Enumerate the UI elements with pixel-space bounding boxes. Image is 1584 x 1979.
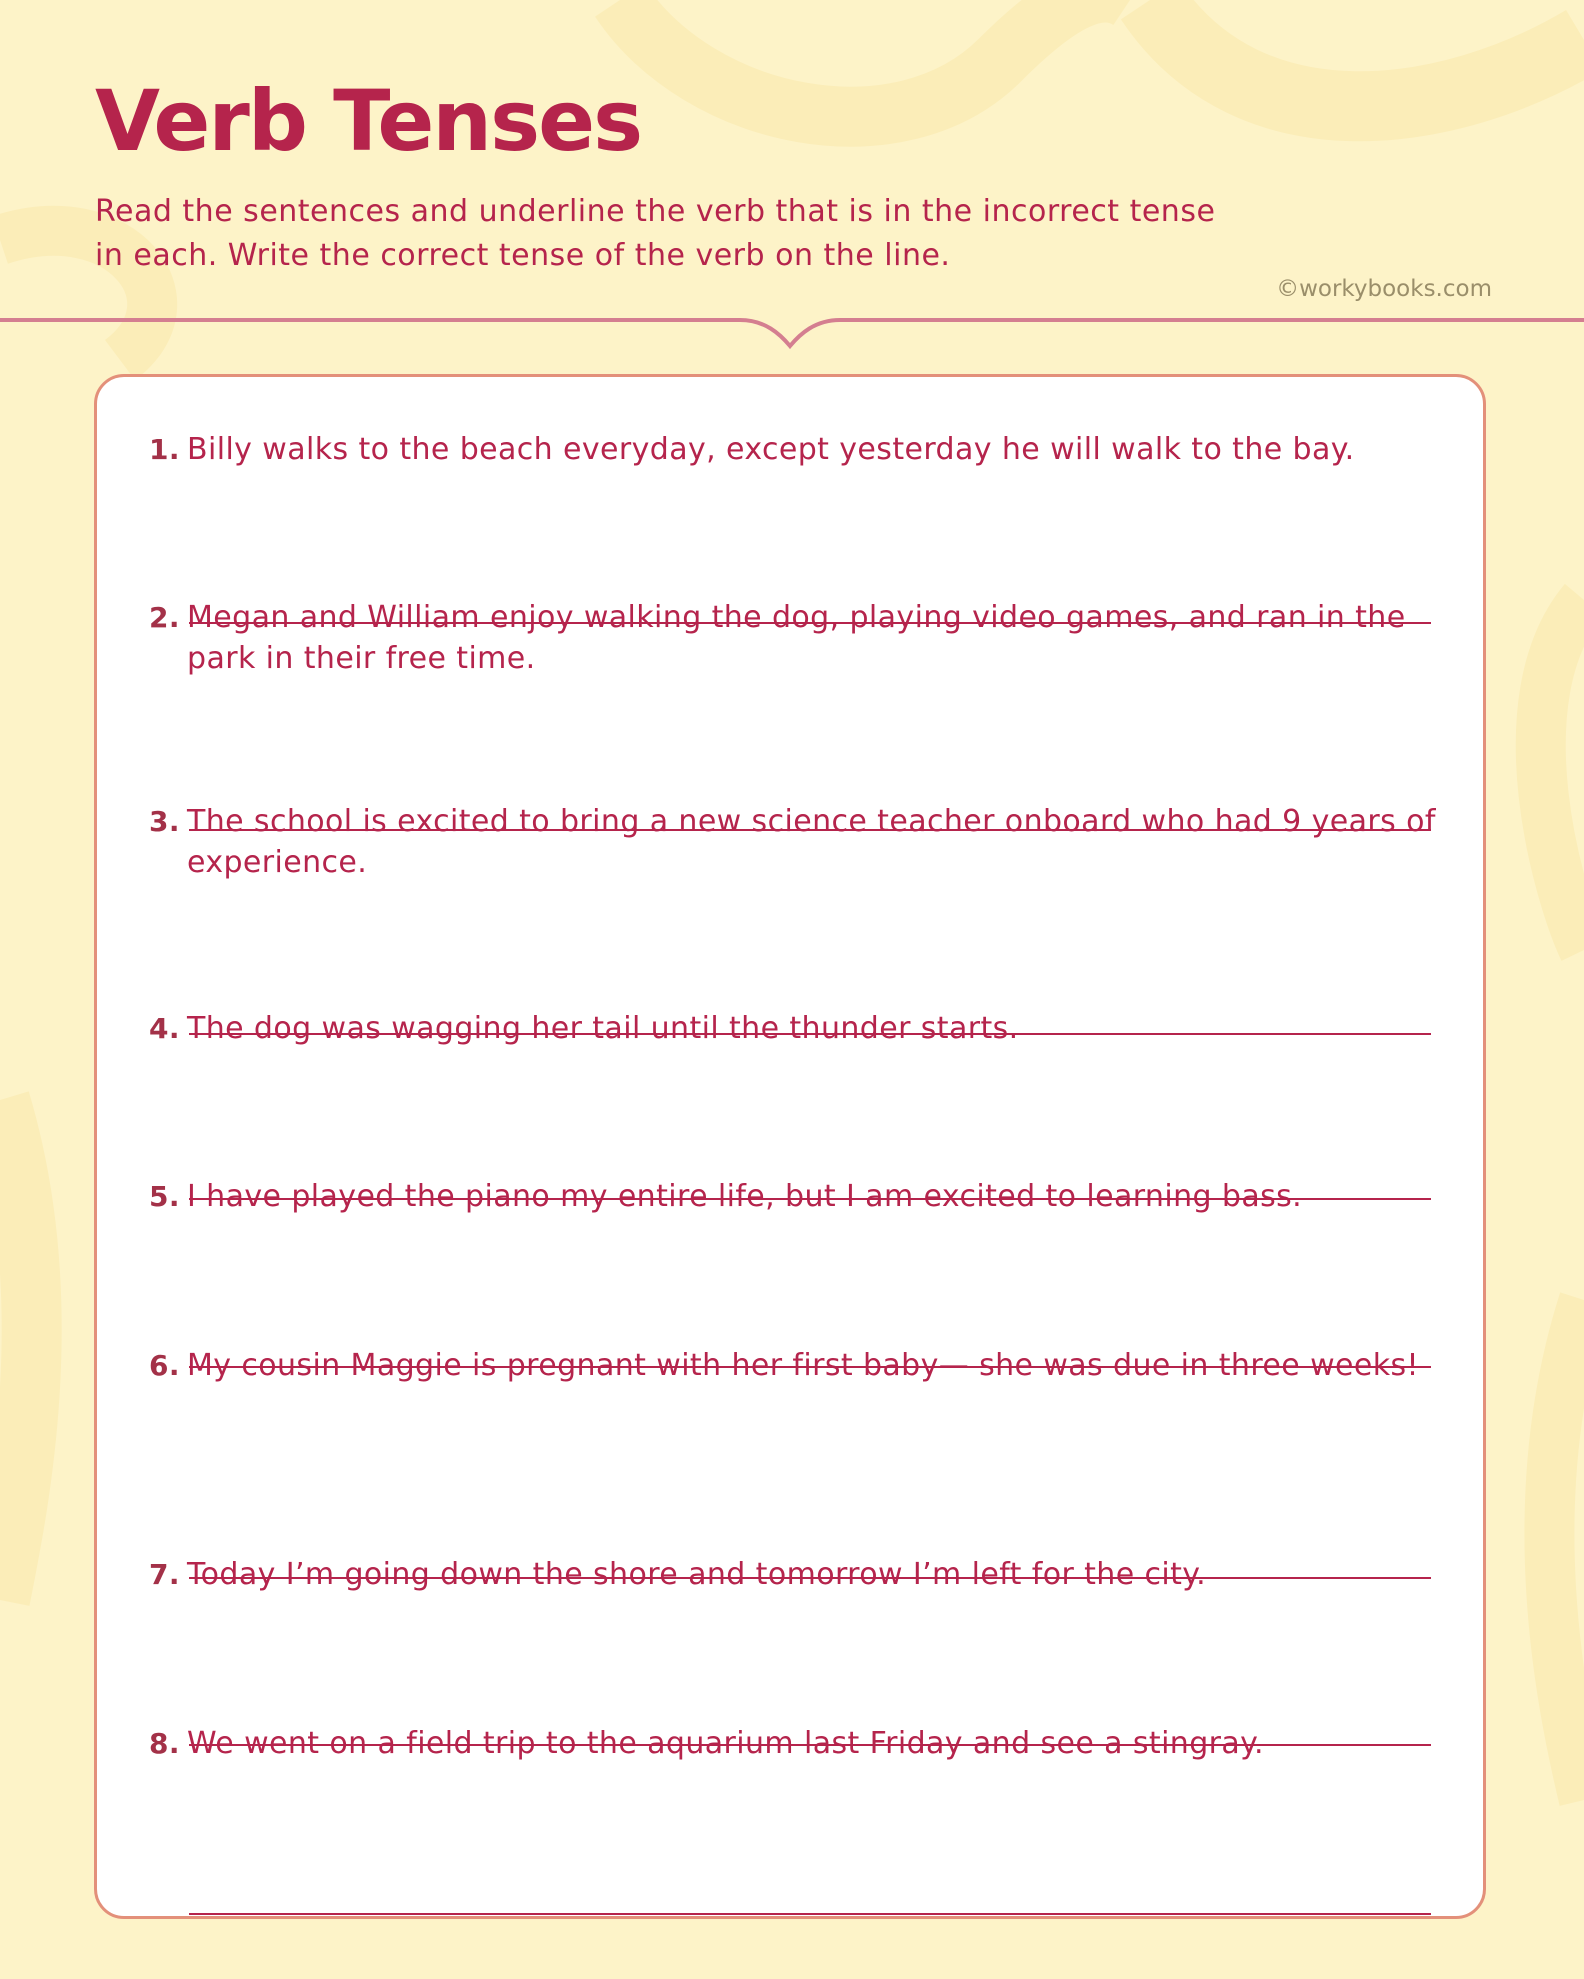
instructions: Read the sentences and underline the verb that is in the incorrect tense in each. Write the correct tense of the verb on the line. [95,194,1216,273]
answer-line[interactable] [189,1913,1431,1915]
questions-card [94,374,1486,1919]
question-number: 5. [149,1180,180,1213]
question-text: We went on a field trip to the aquarium last Friday and see a stingray. [187,1726,1264,1761]
question-text: The school is excited to bring a new science teacher onboard who had 9 years of experience. [187,804,1436,880]
question-number: 4. [149,1012,180,1045]
question-text: I have played the piano my entire life, but I am excited to learning bass. [187,1179,1303,1214]
question-text: The dog was wagging her tail until the thunder starts. [187,1011,1019,1046]
question-number: 1. [149,433,180,466]
question-number: 7. [149,1558,180,1591]
question-number: 2. [149,601,180,634]
copyright-notice: ©workybooks.com [1276,276,1492,302]
question-number: 3. [149,805,180,838]
question-text: My cousin Maggie is pregnant with her first baby— she was due in three weeks! [187,1348,1419,1383]
question-text: Billy walks to the beach everyday, except yesterday he will walk to the bay. [187,432,1355,467]
header-divider [0,308,1584,356]
question-text: Megan and William enjoy walking the dog, playing video games, and ran in the park in their free time. [187,600,1406,676]
question-number: 6. [149,1349,180,1382]
page-title: Verb Tenses [95,72,642,170]
question-number: 8. [149,1727,180,1760]
question-text: Today I’m going down the shore and tomorrow I’m left for the city. [187,1557,1207,1592]
